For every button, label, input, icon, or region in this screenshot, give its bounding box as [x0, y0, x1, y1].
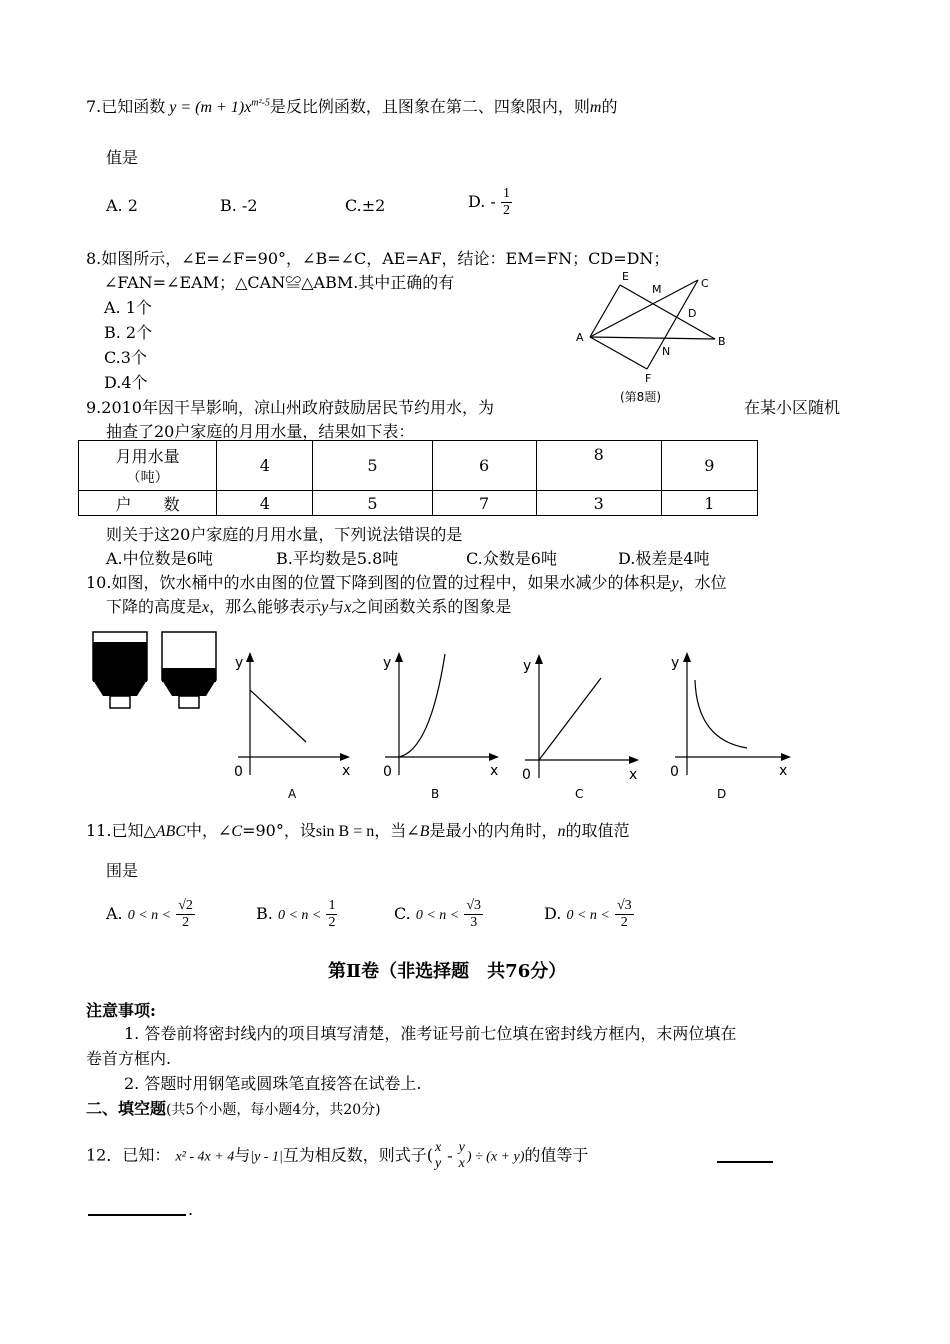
q9-option-c: C.众数是6吨: [466, 549, 557, 568]
graph-d-origin: 0: [670, 764, 679, 780]
table-cell: 3: [536, 491, 661, 516]
q8-label-m: M: [652, 283, 662, 296]
header-usage-label: 月用水量: [115, 447, 180, 466]
table-cell: 4: [217, 491, 313, 516]
q11-d-fraction: [615, 898, 634, 931]
table-cell: 6: [432, 441, 536, 491]
q11-c-fraction: [464, 898, 483, 931]
q7-prefix: 7.已知函数: [86, 97, 166, 116]
q12-end: 的值等于: [524, 1145, 589, 1165]
q11-a-den: 2: [182, 915, 190, 930]
q10-var-x2: x: [344, 599, 352, 616]
q12-mid: 与: [234, 1145, 251, 1165]
q8-figure: [570, 265, 740, 410]
q12-minus: -: [443, 1147, 457, 1165]
q10-line2d: 之间函数关系的图象是: [351, 597, 512, 616]
q9-option-a: A.中位数是6吨: [106, 549, 213, 568]
q11-text-a: 11.已知△: [86, 821, 156, 840]
q7-d-den: 2: [502, 203, 510, 218]
q12-prefix: 12．已知：: [86, 1145, 171, 1165]
q7-d-num: 1: [502, 186, 510, 201]
q10-graph-d: [665, 650, 795, 800]
header-usage-unit: （吨）: [126, 470, 169, 486]
q11-c-den: 3: [470, 915, 478, 930]
q8-option-a: A. 1个: [104, 298, 152, 317]
q7-option-d-label: D. -: [468, 192, 496, 211]
water-usage-table: [78, 440, 758, 516]
q11-option-d: [544, 898, 634, 931]
q8-line1: 8.如图所示，∠E=∠F=90°，∠B=∠C，AE=AF，结论：EM=FN；CD=DN；: [86, 249, 670, 268]
q7-option-d: [468, 186, 512, 219]
q11-option-b: [256, 898, 337, 931]
q8-option-d: D.4个: [104, 373, 148, 392]
q8-caption: (第8题): [620, 390, 661, 404]
graph-c-label: C: [575, 787, 584, 800]
q9-line3: 则关于这20户家庭的月用水量，下列说法错误的是: [106, 525, 463, 544]
q7-option-a: A. 2: [106, 196, 138, 215]
q7-var: m: [589, 99, 602, 116]
q8-label-d: D: [688, 307, 697, 320]
q8-label-f: F: [645, 372, 652, 385]
q7-option-c: C.±2: [345, 196, 386, 215]
q11-d-label: D.: [544, 904, 562, 923]
water-bucket-low: [158, 630, 220, 712]
q7-suffix: 是反比例函数，且图象在第二、四象限内，则: [269, 97, 590, 116]
q11-option-a: [106, 898, 195, 931]
q9-option-b: B.平均数是5.8吨: [276, 549, 399, 568]
q7-end: 的: [601, 97, 618, 116]
graph-b-label: B: [431, 787, 440, 800]
q7-formula: y = (m + 1)x: [169, 99, 252, 116]
q9-line1a: 9.2010年因干旱影响，凉山州政府鼓励居民节约用水，为: [86, 398, 494, 417]
section-2-header: [86, 1096, 381, 1119]
notice-heading: 注意事项:: [86, 1001, 156, 1020]
q12-f2-num: y: [458, 1140, 465, 1155]
graph-c-origin: 0: [522, 767, 531, 783]
table-cell: 5: [313, 441, 432, 491]
section-2-title: 二、填空题: [86, 1099, 167, 1118]
graph-d-y-label: y: [671, 655, 680, 671]
q11-a-expr: 0 < n <: [127, 908, 172, 923]
q12-mid2: 互为相反数，则式子(: [282, 1145, 434, 1165]
graph-c-y-label: y: [523, 658, 532, 674]
q11-d-den: 2: [620, 915, 628, 930]
q11-a-num: √2: [178, 898, 193, 913]
q8-label-a: A: [576, 331, 584, 344]
q9-line2: 抽查了20户家庭的月用水量，结果如下表：: [106, 422, 415, 441]
q12-period: .: [188, 1200, 194, 1219]
q8-label-b: B: [718, 335, 726, 348]
q11-b-expr: 0 < n <: [277, 908, 322, 923]
q12-f2-den: x: [458, 1156, 465, 1171]
q10-var-y2: y: [321, 599, 329, 616]
q12-tail: ) ÷ (x + y): [466, 1149, 525, 1165]
q11-sinb: sin B = n: [315, 823, 375, 840]
table-cell: 4: [217, 441, 313, 491]
q10-graph-a: [228, 650, 358, 800]
graph-b-origin: 0: [383, 764, 392, 780]
q12-answer-blank-1[interactable]: [717, 1161, 773, 1163]
notice-1b: 卷首方框内.: [86, 1049, 172, 1068]
q8-option-c: C.3个: [104, 348, 147, 367]
q7-exponent: m²-5: [251, 97, 270, 109]
q11-n: n: [557, 823, 566, 840]
q11-abc: ABC: [155, 823, 186, 840]
q10-line2b: ，那么能够表示: [209, 597, 322, 616]
table-row: [79, 491, 758, 516]
graph-a-x-label: x: [342, 763, 351, 779]
table-header-usage: [79, 441, 217, 491]
q12-frac2: [457, 1140, 467, 1172]
table-cell: 1: [661, 491, 757, 516]
q8-label-c: C: [701, 277, 709, 290]
q11-c-expr: 0 < n <: [415, 908, 460, 923]
table-header-count: 户 数: [79, 491, 217, 516]
q11-d-expr: 0 < n <: [566, 908, 610, 923]
q7-option-b: B. -2: [220, 196, 258, 215]
notice-2: 2. 答题时用钢笔或圆珠笔直接答在试卷上.: [124, 1074, 422, 1093]
graph-b-y-label: y: [383, 655, 392, 671]
q7-line2: 值是: [106, 148, 139, 167]
q12-frac1: [433, 1140, 443, 1172]
q10-line1-end: ，水位: [678, 573, 727, 592]
q9-line1b: 在某小区随机: [744, 398, 841, 417]
q10-line2c: 与: [328, 597, 345, 616]
q11-line1: [86, 818, 629, 841]
water-bucket-full: [90, 630, 152, 712]
notice-1a: 1. 答卷前将密封线内的项目填写清楚，准考证号前七位填在密封线方框内，末两位填在: [124, 1024, 737, 1043]
q12-expr1: x² - 4x + 4: [175, 1149, 235, 1165]
graph-a-label: A: [288, 787, 297, 800]
q12-expr2: |y - 1|: [250, 1149, 283, 1165]
table-cell: 5: [313, 491, 432, 516]
graph-b-x-label: x: [490, 763, 499, 779]
q11-option-c: [394, 898, 483, 931]
graph-d-label: D: [717, 787, 727, 800]
graph-c-x-label: x: [629, 767, 638, 783]
q11-b-den: 2: [328, 915, 336, 930]
q10-line1: [86, 570, 727, 593]
table-cell: 8: [536, 441, 661, 491]
q10-line2: [106, 594, 511, 617]
q12-f1-den: y: [435, 1156, 442, 1171]
q11-b: B: [419, 823, 430, 840]
q11-a-label: A.: [106, 904, 123, 923]
q11-text-d: ，当∠: [374, 821, 420, 840]
q11-c: C: [231, 823, 243, 840]
q11-d-num: √3: [616, 898, 632, 913]
q10-line2a: 下降的高度是: [106, 597, 203, 616]
q7-option-d-fraction: [501, 186, 512, 219]
q11-text-f: 的取值范: [565, 821, 630, 840]
table-cell: 7: [432, 491, 536, 516]
table-cell: 9: [661, 441, 757, 491]
q7-line1: [86, 94, 617, 117]
q10-graph-b: [375, 650, 505, 800]
q10-line1-text: 10.如图，饮水桶中的水由图的位置下降到图的位置的过程中，如果水减少的体积是: [86, 573, 672, 592]
q9-option-d: D.极差是4吨: [618, 549, 710, 568]
q10-graph-c: [515, 650, 645, 800]
graph-a-y-label: y: [235, 655, 244, 671]
q11-a-fraction: [176, 898, 195, 931]
q11-text-e: 是最小的内角时，: [429, 821, 558, 840]
q11-text-c: =90°，设: [242, 821, 316, 840]
q8-line2: ∠FAN=∠EAM；△CAN≌△ABM.其中正确的有: [104, 273, 455, 292]
section-2-note: (共5个小题，每小题4分，共20分): [166, 1102, 381, 1118]
q11-b-label: B.: [256, 904, 273, 923]
q12-f1-num: x: [435, 1140, 442, 1155]
q10-var-x: x: [202, 599, 210, 616]
q11-b-fraction: [326, 898, 337, 931]
q10-var-y: y: [671, 575, 679, 592]
table-row: [79, 441, 758, 491]
q8-label-e: E: [622, 270, 629, 283]
graph-a-origin: 0: [234, 764, 243, 780]
q11-text-b: 中，∠: [185, 821, 232, 840]
q11-line2: 围是: [106, 861, 139, 880]
q11-c-label: C.: [394, 904, 411, 923]
q12-answer-blank-2[interactable]: [88, 1214, 186, 1216]
graph-d-x-label: x: [779, 763, 788, 779]
q11-b-num: 1: [328, 898, 336, 913]
q8-option-b: B. 2个: [104, 323, 153, 342]
q11-c-num: √3: [466, 898, 482, 913]
part2-title: 第Ⅱ卷（非选择题 共76分）: [328, 961, 567, 982]
q8-label-n: N: [662, 345, 671, 358]
q12-line: [86, 1140, 588, 1172]
